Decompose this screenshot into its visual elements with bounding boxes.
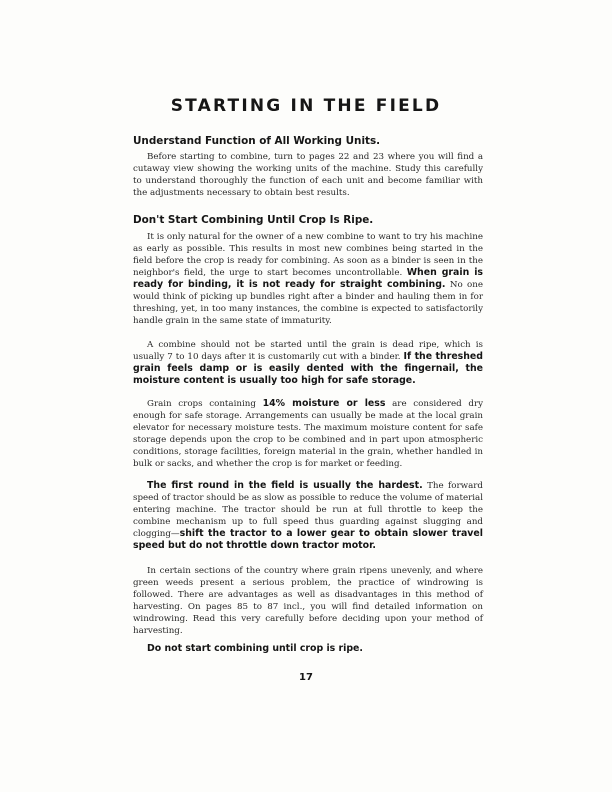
paragraph-first-round — [133, 480, 483, 552]
paragraph-text: It is only natural for the owner of a new combine to want to try his machine as early as possible. This results in most new combines being started in the field before the crop is ready for combining. As soon as a binder is seen in the neighbor's field, the urge to start becomes uncontrollable. — [133, 232, 483, 278]
paragraph-dead-ripe — [133, 339, 483, 387]
emphasis-shift-gear: shift the tractor to a lower gear to obtain slower travel speed but do not throttle down tractor motor. — [133, 528, 483, 551]
paragraph-text: No one would think of picking up bundles right after a binder and hauling them in for threshing, yet, in too many instances, the combine is expected to satisfactorily handle grain in the same state of immaturity. — [133, 280, 484, 326]
emphasis-moisture-percent: 14% moisture or less — [262, 398, 386, 409]
paragraph-new-combine — [133, 231, 483, 327]
paragraph-moisture — [133, 398, 483, 470]
paragraph-text: A combine should not be started until the grain is dead ripe, which is usually 7 to 10 days after it is customarily cut with a binder. — [133, 340, 483, 362]
paragraph-text: Before starting to combine, turn to pages 22 and 23 where you will find a cutaway view showing the working units of the machine. Study this carefully to understand thoroughly the function of each unit and become familiar with the adjustments necessary to obtain best results. — [133, 152, 483, 198]
emphasis-binding: When grain is ready for binding, it is not ready for straight combining. — [133, 267, 484, 290]
paragraph-text: are considered dry enough for safe storage. Arrangements can usually be made at the local grain elevator for necessary moisture tests. The maximum moisture content for safe storage depends upon the crop to be combined and in part upon atmospheric conditions, storage facilities, foreign material in the grain, whether handled in bulk or sacks, and whether the crop is for market or feeding. — [133, 399, 484, 469]
emphasis-first-round: The first round in the field is usually the hardest. — [147, 480, 423, 491]
section-heading-function: Understand Function of All Working Units. — [133, 135, 381, 147]
paragraph-cutaway — [133, 151, 483, 199]
page-title: STARTING IN THE FIELD — [170, 96, 442, 116]
paragraph-text: In certain sections of the country where grain ripens unevenly, and where green weeds present a serious problem, the practice of windrowing is followed. There are advantages as well as disadvantages in this method of harvesting. On pages 85 to 87 incl., you will find detailed information on windrowing. Read this very carefully before deciding upon your method of harvesting. — [133, 566, 483, 636]
closing-statement: Do not start combining until crop is ripe. — [147, 643, 363, 654]
page-number: 17 — [299, 672, 313, 683]
emphasis-moisture-warning: If the threshed grain feels damp or is easily dented with the fingernail, the moisture content is usually too high for safe storage. — [133, 351, 484, 386]
section-heading-ripe: Don't Start Combining Until Crop Is Ripe. — [133, 214, 374, 226]
paragraph-text: Grain crops containing — [147, 399, 256, 409]
paragraph-text: The forward speed of tractor should be as slow as possible to reduce the volume of material entering machine. The tractor should be run at full throttle to keep the combine mechanism up to full speed thus guarding against slugging and clogging— — [133, 481, 483, 539]
paragraph-windrowing — [133, 565, 483, 637]
